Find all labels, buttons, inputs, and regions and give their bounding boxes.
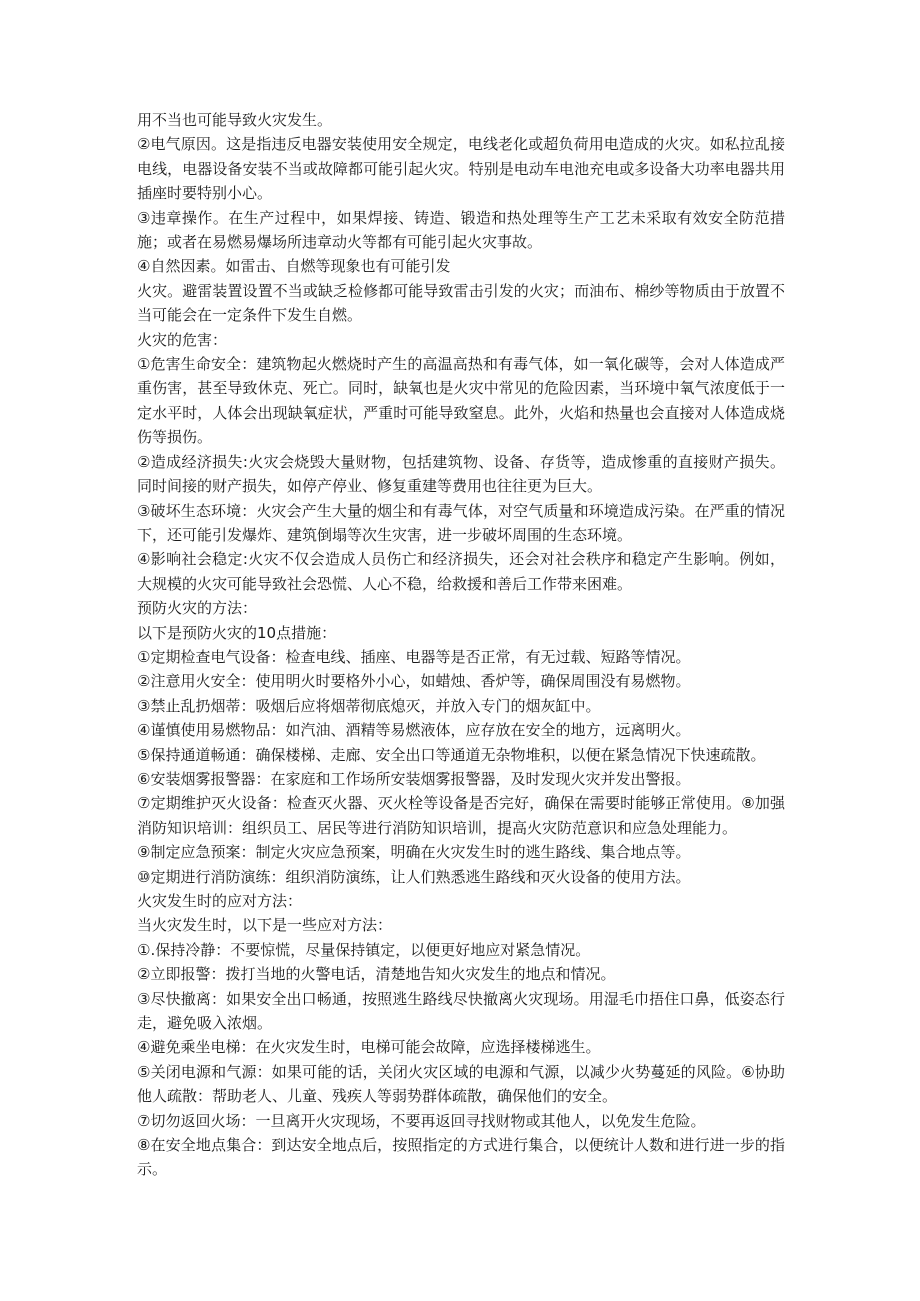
list-item: ④谨慎使用易燃物品：如汽油、酒精等易燃液体，应存放在安全的地方，远离明火。 [137, 721, 691, 740]
list-item: ③禁止乱扔烟蒂：吸烟后应将烟蒂彻底熄灭，并放入专门的烟灰缸中。 [137, 696, 601, 715]
paragraph: 以下是预防火灾的10点措施： [137, 623, 337, 642]
list-item: ⑤关闭电源和气源：如果可能的话，关闭火灾区域的电源和气源，以减少火势蔓延的风险。⑥协助他人疏散：帮助老人、儿童、残疾人等弱势群体疏散，确保他们的安全。 [137, 1062, 785, 1106]
list-item: ①.保持冷静：不要惊慌，尽量保持镇定，以便更好地应对紧急情况。 [137, 940, 591, 959]
paragraph: ④自然因素。如雷击、自燃等现象也有可能引发 [137, 257, 451, 276]
document-page [137, 108, 785, 1182]
paragraph: ①危害生命安全：建筑物起火燃烧时产生的高温高热和有毒气体，如一氧化碳等，会对人体造成严重伤害，甚至导致休克、死亡。同时，缺氧也是火灾中常见的危险因素，当环境中氧气浓度低于一定水平时，人体会出现缺氧症状，严重时可能导致窒息。此外，火焰和热量也会直接对人体造成烧伤等损伤。 [137, 355, 785, 447]
list-item: ⑤保持通道畅通：确保楼梯、走廊、安全出口等通道无杂物堆积，以便在紧急情况下快速疏散。 [137, 745, 766, 764]
section-heading: 预防火灾的方法： [137, 599, 258, 618]
list-item: ④避免乘坐电梯：在火灾发生时，电梯可能会故障，应选择楼梯逃生。 [137, 1038, 601, 1057]
paragraph: ②造成经济损失:火灾会烧毁大量财物，包括建筑物、设备、存货等，造成惨重的直接财产损失。同时间接的财产损失，如停产停业、修复重建等费用也往往更为巨大。 [137, 452, 785, 496]
list-item: ⑥安装烟雾报警器：在家庭和工作场所安装烟雾报警器，及时发现火灾并发出警报。 [137, 769, 691, 788]
list-item: ⑩定期进行消防演练：组织消防演练，让人们熟悉逃生路线和灭火设备的使用方法。 [137, 867, 691, 886]
paragraph: 用不当也可能导致火灾发生。 [137, 111, 333, 129]
paragraph: ③违章操作。在生产过程中，如果焊接、铸造、锻造和热处理等生产工艺未采取有效安全防范措施；或者在易燃易爆场所违章动火等都有可能引起火灾事故。 [137, 208, 785, 252]
section-heading: 火灾的危害： [137, 330, 228, 349]
list-item: ①定期检查电气设备：检查电线、插座、电器等是否正常，有无过载、短路等情况。 [137, 647, 691, 666]
list-item: ⑧在安全地点集合：到达安全地点后，按照指定的方式进行集合，以便统计人数和进行进一步的指示。 [137, 1136, 785, 1179]
paragraph: 火灾。避雷装置设置不当或缺乏检修都可能导致雷击引发的火灾；而油布、棉纱等物质由于放置不当可能会在一定条件下发生自燃。 [137, 281, 785, 325]
list-item: ②立即报警：拨打当地的火警电话，清楚地告知火灾发生的地点和情况。 [137, 965, 616, 984]
paragraph: ②电气原因。这是指违反电器安装使用安全规定，电线老化或超负荷用电造成的火灾。如私拉乱接电线，电器设备安装不当或故障都可能引起火灾。特别是电动车电池充电或多设备大功率电器共用插座时要特别小心。 [137, 135, 785, 203]
section-heading: 火灾发生时的应对方法： [137, 892, 303, 910]
list-item: ⑦定期维护灭火设备：检查灭火器、灭火栓等设备是否完好，确保在需要时能够正常使用。⑧加强消防知识培训：组织员工、居民等进行消防知识培训，提高火灾防范意识和应急处理能力。 [137, 794, 785, 837]
list-item: ⑨制定应急预案：制定火灾应急预案，明确在火灾发生时的逃生路线、集合地点等。 [137, 843, 691, 862]
paragraph: ③破坏生态环境：火灾会产生大量的烟尘和有毒气体，对空气质量和环境造成污染。在严重的情况下，还可能引发爆炸、建筑倒塌等次生灾害，进一步破坏周围的生态环境。 [137, 501, 785, 544]
list-item: ③尽快撤离：如果安全出口畅通，按照逃生路线尽快撤离火灾现场。用湿毛巾捂住口鼻，低姿态行走，避免吸入浓烟。 [137, 989, 785, 1033]
list-item: ⑦切勿返回火场：一旦离开火灾现场，不要再返回寻找财物或其他人，以免发生危险。 [137, 1111, 706, 1130]
list-item: ②注意用火安全：使用明火时要格外小心，如蜡烛、香炉等，确保周围没有易燃物。 [137, 672, 691, 691]
paragraph: ④影响社会稳定:火灾不仅会造成人员伤亡和经济损失，还会对社会秩序和稳定产生影响。例如，大规模的火灾可能导致社会恐慌、人心不稳，给救援和善后工作带来困难。 [137, 550, 785, 593]
paragraph: 当火灾发生时，以下是一些应对方法： [137, 916, 393, 935]
